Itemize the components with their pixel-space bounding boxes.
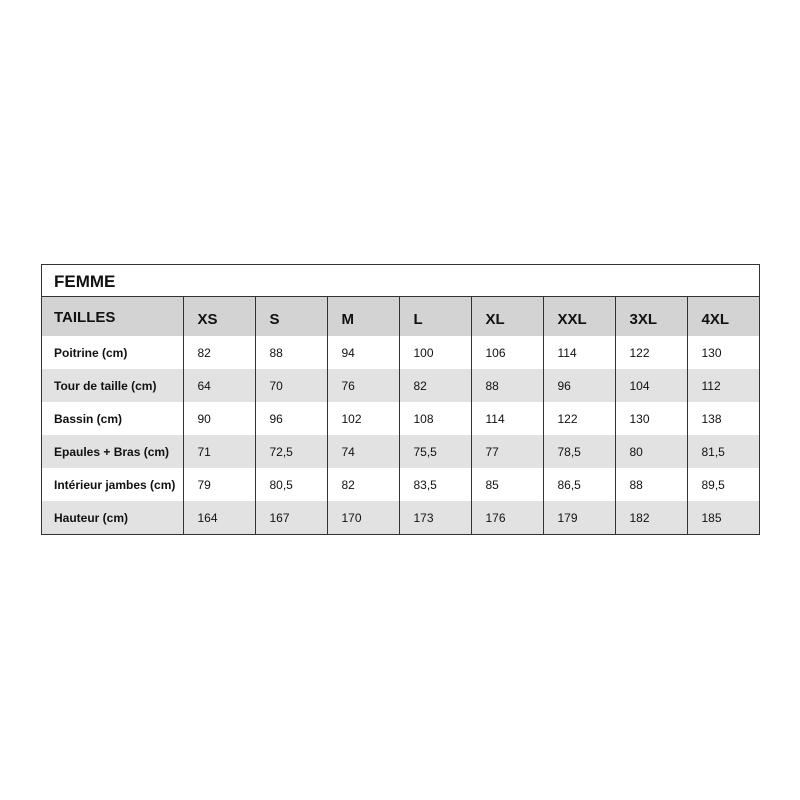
row-label: Epaules + Bras (cm): [54, 444, 170, 459]
table-cell: 85: [471, 468, 543, 501]
size-chart: [41, 264, 760, 535]
table-cell: 72,5: [255, 435, 327, 468]
table-cell: 82: [327, 468, 399, 501]
table-cell: 74: [327, 435, 399, 468]
table-cell: 78,5: [543, 435, 615, 468]
table-cell: 77: [471, 435, 543, 468]
header-label: TAILLES: [54, 309, 116, 326]
size-header: S: [255, 297, 327, 336]
table-cell: 167: [255, 501, 327, 534]
table-cell: 114: [543, 336, 615, 369]
chart-title: FEMME: [42, 265, 759, 297]
table-cell: 96: [255, 402, 327, 435]
table-cell: 94: [327, 336, 399, 369]
row-label: Tour de taille (cm): [54, 378, 157, 393]
table-cell: 164: [183, 501, 255, 534]
size-header: 4XL: [687, 297, 759, 336]
table-cell: 80,5: [255, 468, 327, 501]
table-row: [42, 435, 759, 468]
size-header: M: [327, 297, 399, 336]
table-cell: 79: [183, 468, 255, 501]
table-cell: 170: [327, 501, 399, 534]
table-cell: 108: [399, 402, 471, 435]
table-cell: 112: [687, 369, 759, 402]
table-row: [42, 336, 759, 369]
table-row: [42, 468, 759, 501]
table-body: [42, 336, 759, 534]
table-cell: 102: [327, 402, 399, 435]
row-label: Poitrine (cm): [54, 345, 128, 360]
table-cell: 71: [183, 435, 255, 468]
table-cell: 90: [183, 402, 255, 435]
table-cell: 82: [399, 369, 471, 402]
table-cell: 88: [255, 336, 327, 369]
table-cell: 86,5: [543, 468, 615, 501]
table-row: [42, 402, 759, 435]
table-cell: 106: [471, 336, 543, 369]
table-cell: 138: [687, 402, 759, 435]
row-label: Hauteur (cm): [54, 510, 129, 525]
table-cell: 130: [687, 336, 759, 369]
row-label: Bassin (cm): [54, 411, 123, 426]
table-cell: 122: [543, 402, 615, 435]
table-cell: 82: [183, 336, 255, 369]
table-cell: 83,5: [399, 468, 471, 501]
table-cell: 76: [327, 369, 399, 402]
table-cell: 173: [399, 501, 471, 534]
row-label: Intérieur jambes (cm): [54, 477, 176, 492]
table-cell: 88: [615, 468, 687, 501]
table-row: [42, 501, 759, 534]
header-row: [42, 297, 759, 336]
size-header: L: [399, 297, 471, 336]
size-header: XXL: [543, 297, 615, 336]
table-cell: 75,5: [399, 435, 471, 468]
size-table: [42, 297, 759, 534]
table-cell: 81,5: [687, 435, 759, 468]
table-cell: 122: [615, 336, 687, 369]
table-cell: 114: [471, 402, 543, 435]
size-header: XS: [183, 297, 255, 336]
size-header: 3XL: [615, 297, 687, 336]
table-cell: 179: [543, 501, 615, 534]
table-cell: 130: [615, 402, 687, 435]
size-header: XL: [471, 297, 543, 336]
table-row: [42, 369, 759, 402]
table-cell: 182: [615, 501, 687, 534]
table-cell: 89,5: [687, 468, 759, 501]
table-cell: 88: [471, 369, 543, 402]
table-cell: 80: [615, 435, 687, 468]
table-cell: 104: [615, 369, 687, 402]
table-cell: 176: [471, 501, 543, 534]
table-cell: 70: [255, 369, 327, 402]
table-cell: 64: [183, 369, 255, 402]
table-cell: 100: [399, 336, 471, 369]
table-cell: 96: [543, 369, 615, 402]
table-cell: 185: [687, 501, 759, 534]
